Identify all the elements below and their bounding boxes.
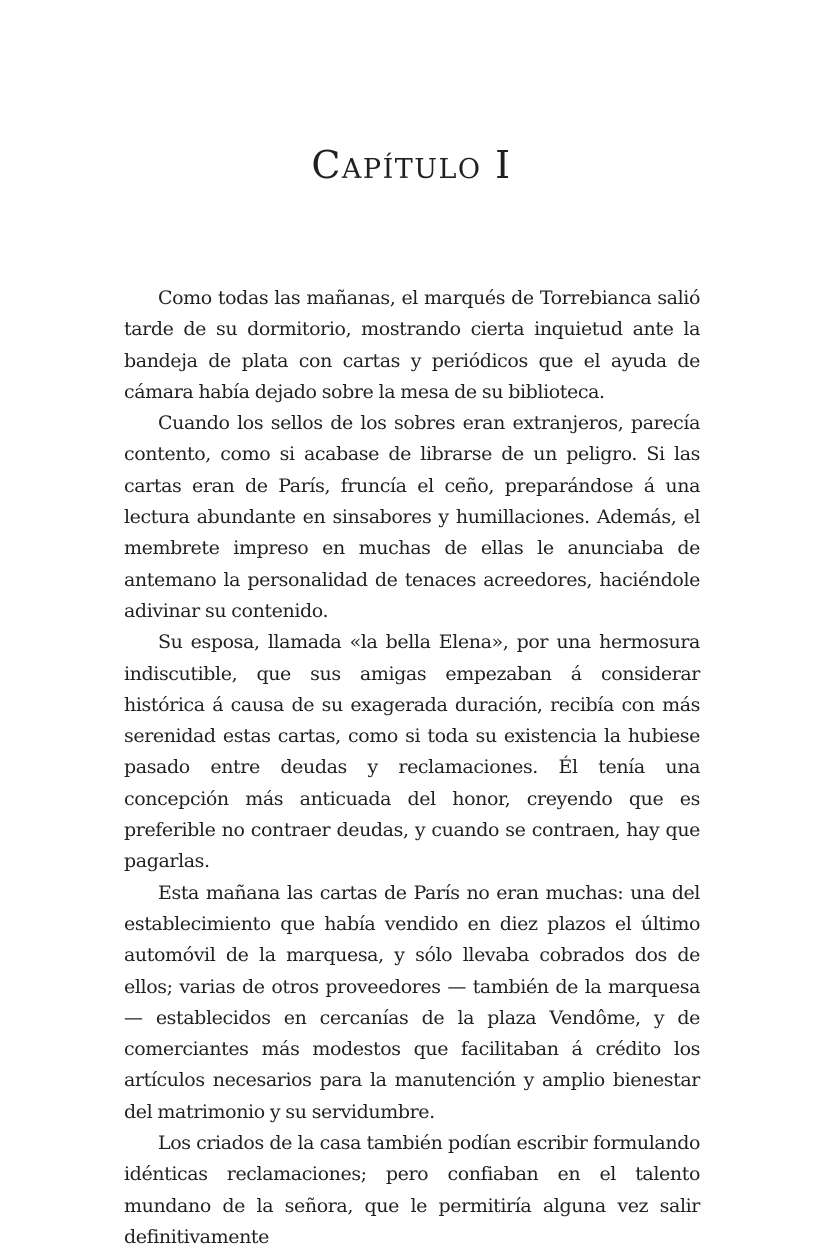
- paragraph-1: Como todas las mañanas, el marqués de Torrebianca salió tarde de su dormitorio, mostrando cierta inquietud ante la bandeja de plata con cartas y periódicos que el ayuda de cámara había dejado sobre la mesa de su biblioteca.: [124, 287, 700, 403]
- paragraph-2: Cuando los sellos de los sobres eran extranjeros, parecía contento, como si acabase de librarse de un peligro. Si las cartas eran de París, fruncía el ceño, preparándose á una lectura abundante en sinsabores y humillaciones. Además, el membrete impreso en muchas de ellas le anunciaba de antemano la personalidad de tenaces acreedores, haciéndole adivinar su contenido.: [124, 412, 700, 622]
- paragraph-4: Esta mañana las cartas de París no eran muchas: una del establecimiento que había vendido en diez plazos el último automóvil de la marquesa, y sólo llevaba cobrados dos de ellos; varias de otros proveedores — también de la marquesa — establecidos en cercanías de la plaza Vendôme, y de comerciantes más modestos que facilitaban á crédito los artículos necesarios para la manutención y amplio bienestar del matrimonio y su servidumbre.: [124, 881, 700, 1123]
- chapter-title: Capítulo I: [311, 143, 512, 187]
- paragraph-3: Su esposa, llamada «la bella Elena», por una hermosura indiscutible, que sus amigas empezaban á considerar histórica á causa de su exagerada duración, recibía con más serenidad estas cartas, como si toda su existencia la hubiese pasado entre deudas y reclamaciones. Él tenía una concepción más anticuada del honor, creyendo que es preferible no contraer deudas, y cuando se contraen, hay que pagarlas.: [124, 631, 700, 873]
- chapter-body: [124, 283, 700, 1253]
- paragraph-5: Los criados de la casa también podían escribir formulando idénticas reclamaciones; pero confiaban en el talento mundano de la señora, que le permitiría alguna vez salir definitivamente: [124, 1132, 700, 1248]
